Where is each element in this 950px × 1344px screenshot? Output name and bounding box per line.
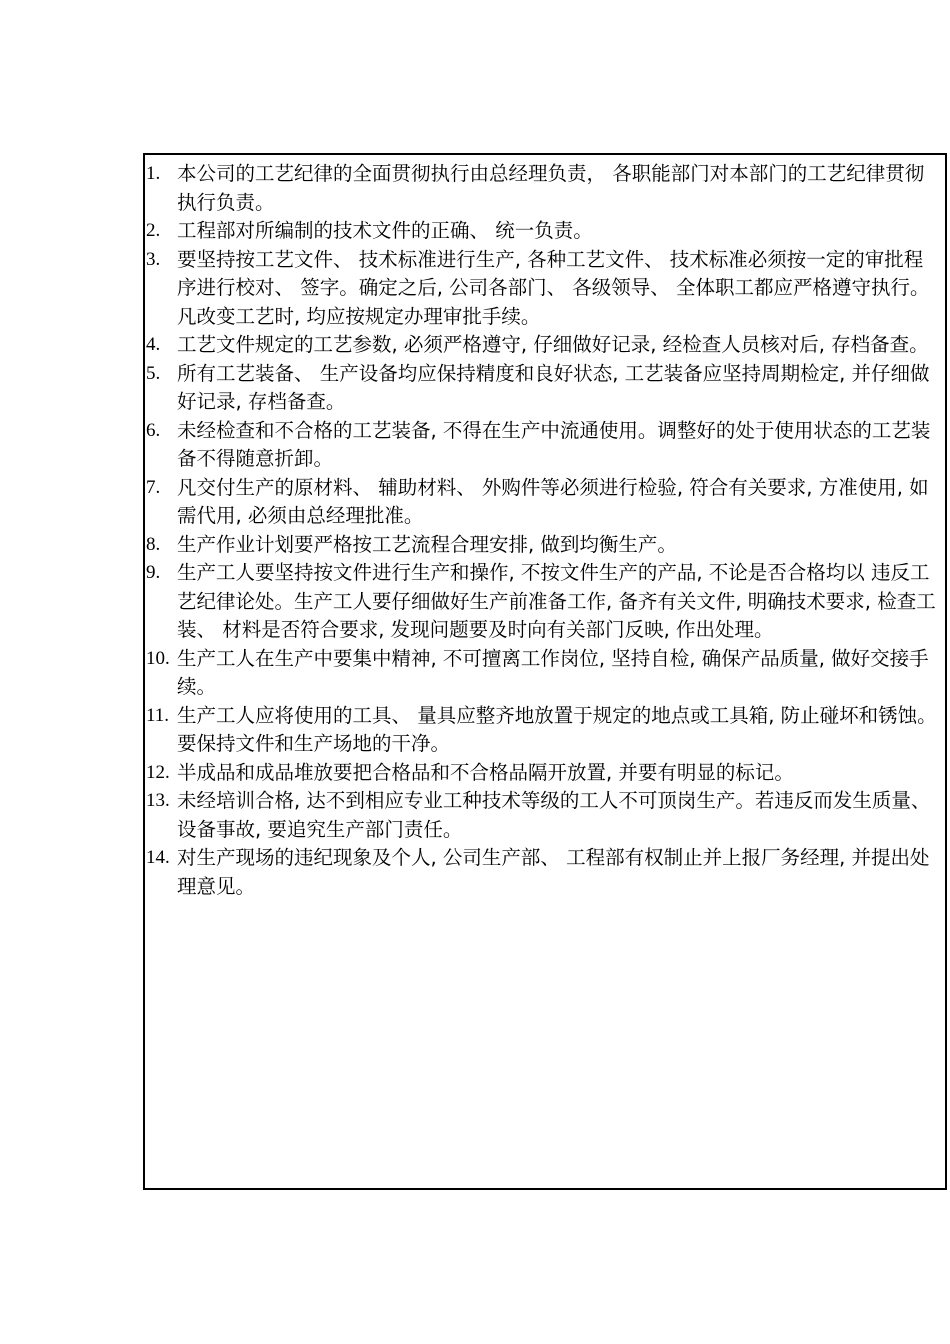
list-item: [145, 559, 941, 645]
item-text: 本公司的工艺纪律的全面贯彻执行由总经理负责， 各职能部门对本部门的工艺纪律贯彻执行负责。: [177, 162, 925, 214]
item-text: 工艺文件规定的工艺参数, 必须严格遵守, 仔细做好记录, 经检查人员核对后, 存档备查。: [177, 333, 929, 356]
item-number: 8.: [146, 533, 161, 555]
list-item: [145, 160, 941, 217]
list-item: [145, 331, 941, 360]
item-number: 6.: [146, 419, 161, 441]
list-item: [145, 217, 941, 246]
item-number: 5.: [146, 362, 161, 384]
item-number: 9.: [146, 562, 161, 583]
item-number: 11.: [146, 704, 170, 726]
list-item: [145, 360, 941, 417]
item-number: 3.: [146, 248, 161, 270]
list-item: [145, 645, 941, 702]
item-number: 4.: [146, 334, 161, 355]
item-text: 未经培训合格, 达不到相应专业工种技术等级的工人不可顶岗生产。若违反而发生质量、 设备事故, 要追究生产部门责任。: [177, 789, 931, 841]
item-number: 10.: [146, 647, 170, 669]
list-item: [145, 759, 941, 788]
item-number: 1.: [146, 163, 161, 184]
item-text: 未经检查和不合格的工艺装备, 不得在生产中流通使用。调整好的处于使用状态的工艺装备不得随意折卸。: [177, 418, 931, 470]
list-item: [145, 246, 941, 332]
list-item: [145, 702, 941, 759]
item-text: 半成品和成品堆放要把合格品和不合格品隔开放置, 并要有明显的标记。: [177, 760, 794, 784]
item-number: 14.: [146, 847, 170, 868]
list-item: [145, 844, 941, 901]
item-text: 要坚持按工艺文件、 技术标准进行生产, 各种工艺文件、 技术标准必须按一定的审批程序进行校对、 签字。确定之后, 公司各部门、 各级领导、 全体职工都应严格遵守执行。凡改变工艺时, 均应按规定办理审批手续。: [177, 247, 930, 328]
item-text: 凡交付生产的原材料、 辅助材料、 外购件等必须进行检验, 符合有关要求, 方准使用, 如需代用, 必须由总经理批准。: [177, 475, 929, 527]
item-number: 7.: [146, 476, 161, 498]
item-text: 对生产现场的违纪现象及个人, 公司生产部、 工程部有权制止并上报厂务经理, 并提出处理意见。: [177, 846, 930, 898]
list-item: [145, 417, 941, 474]
list-item: [145, 787, 941, 844]
item-number: 12.: [146, 761, 170, 783]
list-item: [145, 531, 941, 560]
item-text: 工程部对所编制的技术文件的正确、 统一负责。: [177, 219, 593, 242]
rule-list: [145, 160, 941, 901]
item-text: 所有工艺装备、 生产设备均应保持精度和良好状态, 工艺装备应坚持周期检定, 并仔细做好记录, 存档备查。: [177, 361, 930, 413]
item-number: 2.: [146, 220, 161, 241]
item-text: 生产工人应将使用的工具、 量具应整齐地放置于规定的地点或工具箱, 防止碰坏和锈蚀。要保持文件和生产场地的干净。: [177, 703, 937, 755]
list-item: [145, 474, 941, 531]
item-text: 生产工人要坚持按文件进行生产和操作, 不按文件生产的产品, 不论是否合格均以 违反工艺纪律论处。生产工人要仔细做好生产前准备工作, 备齐有关文件, 明确技术要求, 检查工装、 材料是否符合要求, 发现问题要及时向有关部门反映, 作出处理。: [177, 561, 936, 641]
item-number: 13.: [146, 790, 170, 811]
document-frame: [143, 153, 947, 1190]
item-text: 生产工人在生产中要集中精神, 不可擅离工作岗位, 坚持自检, 确保产品质量, 做好交接手续。: [177, 646, 929, 698]
item-text: 生产作业计划要严格按工艺流程合理安排, 做到均衡生产。: [177, 532, 677, 556]
